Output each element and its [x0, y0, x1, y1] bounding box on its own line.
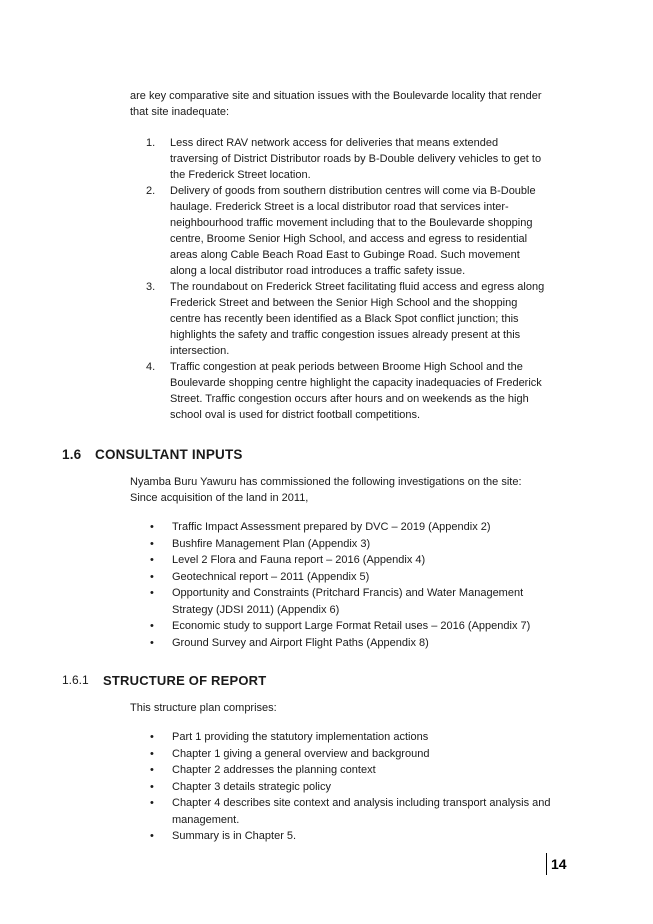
bullet-item	[150, 762, 653, 779]
numbered-item	[146, 359, 653, 423]
bullet-item	[150, 569, 653, 586]
list-item-text: Traffic congestion at peak periods between Broome High School and the Boulevarde shopping centre highlight the capacity inadequacies of Frederick Street. Traffic congestion occurs after hours and on weekends as the high school oval is used for district football competitions.	[170, 361, 542, 421]
bullet-item-text: Chapter 3 details strategic policy	[172, 780, 331, 793]
numbered-issues-list	[146, 135, 653, 423]
bullet-item	[150, 585, 653, 618]
numbered-item	[146, 183, 653, 279]
bullet-item-text: Chapter 4 describes site context and analysis including transport analysis and management.	[172, 797, 551, 826]
bullet-icon: •	[150, 830, 154, 842]
bullet-icon: •	[150, 797, 154, 809]
subsection-intro-paragraph: This structure plan comprises:	[130, 702, 277, 714]
section-intro-paragraph	[130, 474, 570, 506]
bullet-item	[150, 746, 653, 763]
bullet-item	[150, 635, 653, 652]
paragraph-line: Since acquisition of the land in 2011,	[130, 492, 309, 504]
bullet-icon: •	[150, 554, 154, 566]
bullet-icon: •	[150, 731, 154, 743]
list-number: 1.	[146, 137, 156, 149]
subsection-title: STRUCTURE OF REPORT	[103, 673, 267, 688]
footer-page-number	[546, 853, 567, 875]
bullet-item-text: Summary is in Chapter 5.	[172, 830, 297, 842]
list-number: 3.	[146, 281, 156, 293]
list-item-text: Less direct RAV network access for deliveries that means extended traversing of District Distributor roads by B-Double delivery vehicles to get to the Frederick Street location.	[170, 137, 542, 181]
bullet-item-text: Chapter 2 addresses the planning context	[172, 764, 376, 776]
bullet-item-text: Traffic Impact Assessment prepared by DVC – 2019 (Appendix 2)	[172, 521, 491, 533]
bullet-icon: •	[150, 587, 154, 599]
page-number-divider	[546, 853, 547, 875]
list-number: 4.	[146, 361, 156, 373]
page-number: 14	[551, 856, 567, 872]
numbered-item	[146, 135, 653, 183]
bullet-item	[150, 618, 653, 635]
bullet-item	[150, 828, 653, 845]
subsection-heading-structure-of-report	[62, 672, 653, 689]
bullet-item-text: Level 2 Flora and Fauna report – 2016 (Appendix 4)	[172, 554, 426, 566]
bullet-item-text: Geotechnical report – 2011 (Appendix 5)	[172, 570, 370, 583]
numbered-item	[146, 279, 653, 359]
bullet-item-text: Economic study to support Large Format Retail uses – 2016 (Appendix 7)	[172, 620, 531, 632]
bullet-item-text: Bushfire Management Plan (Appendix 3)	[172, 537, 371, 550]
bullet-item	[150, 729, 653, 746]
bullet-icon: •	[150, 537, 154, 550]
bullet-item-text: Opportunity and Constraints (Pritchard Francis) and Water Management Strategy (JDSI 2011) (Appendix 6)	[172, 587, 524, 616]
bullet-icon: •	[150, 780, 154, 793]
section-number: 1.6	[62, 447, 82, 462]
section-title: CONSULTANT INPUTS	[95, 447, 243, 462]
investigations-bullet-list	[150, 519, 653, 651]
subsection-number: 1.6.1	[62, 673, 89, 687]
bullet-icon: •	[150, 521, 154, 533]
section-heading-consultant-inputs	[62, 446, 653, 463]
list-item-text: Delivery of goods from southern distribution centres will come via B-Double haulage. Frederick Street is a local distributor road that services inter-neighbourhood traffic movement including that to the Boulevarde shopping centre, Broome Senior High School, and access and egress to residential areas along Cable Beach Road East to Gubinge Road. Such movement along a local distributor road introduces a traffic safety issue.	[170, 185, 536, 277]
bullet-icon: •	[150, 747, 154, 760]
bullet-item	[150, 536, 653, 553]
bullet-icon: •	[150, 620, 154, 632]
bullet-item-text: Part 1 providing the statutory implementation actions	[172, 731, 429, 743]
bullet-item	[150, 552, 653, 569]
bullet-icon: •	[150, 570, 154, 583]
list-number: 2.	[146, 185, 156, 197]
bullet-item	[150, 779, 653, 796]
bullet-icon: •	[150, 764, 154, 776]
report-structure-bullet-list	[150, 729, 653, 845]
list-item-text: The roundabout on Frederick Street facilitating fluid access and egress along Frederick Street and between the Senior High School and the shopping centre has recently been identified as a Black Spot conflict junction; this highlights the safety and traffic congestion issues already present at this intersection.	[170, 281, 545, 357]
bullet-item	[150, 795, 653, 828]
paragraph-line: Nyamba Buru Yawuru has commissioned the following investigations on the site:	[130, 476, 522, 488]
bullet-icon: •	[150, 636, 154, 649]
bullet-item-text: Ground Survey and Airport Flight Paths (Appendix 8)	[172, 636, 429, 649]
intro-paragraph: are key comparative site and situation issues with the Boulevarde locality that render that site inadequate:	[130, 90, 542, 118]
bullet-item	[150, 519, 653, 536]
bullet-item-text: Chapter 1 giving a general overview and background	[172, 747, 430, 760]
